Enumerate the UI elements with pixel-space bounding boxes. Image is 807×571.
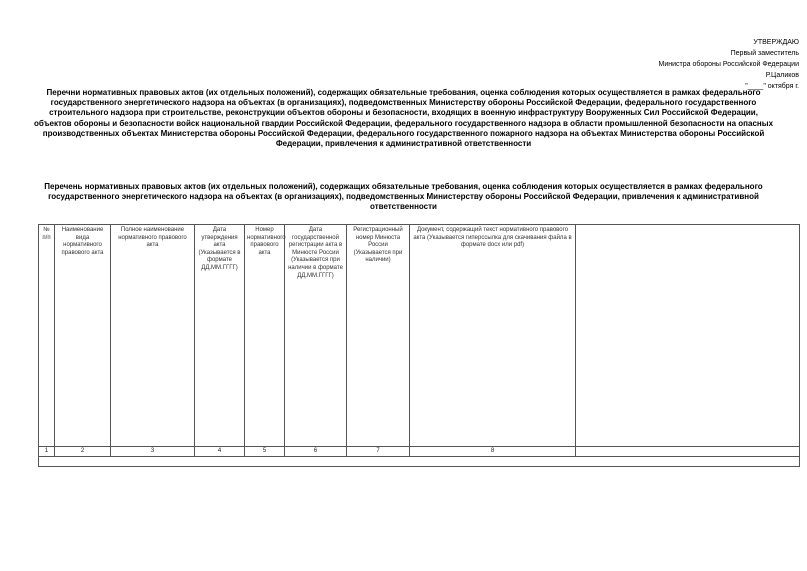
document-sub-title: Перечень нормативных правовых актов (их отдельных положений), содержащих обязательные требования, оценка соблюдения которых осуществляется в рамках федерального государственного энергетического надзора на объектах (в организациях), подведомственных Министерству обороны Российской Федерации, привлечения к административной ответственности: [44, 182, 763, 212]
approval-ministry: Министра обороны Российской Федерации: [658, 61, 799, 68]
header-act-type: Наименование вида нормативного правового акта: [61, 227, 104, 256]
header-act-full-name: Полное наименование нормативного правового акта: [118, 227, 187, 249]
column-number: 2: [80, 448, 85, 454]
column-number: 7: [376, 448, 380, 454]
approval-signatory: Р.Цаликов: [765, 72, 799, 79]
header-document-link: Документ, содержащий текст нормативного правового акта (Указывается гиперссылка для скачивания файла в формате docx или pdf): [413, 227, 572, 249]
approval-heading: УТВЕРЖДАЮ: [753, 39, 799, 46]
approval-date: "____" октября г.: [745, 83, 799, 90]
header-registration-date: Дата государственной регистрации акта в Минюсте России (Указывается при наличии в формате ДД.ММ.ГГГГ): [288, 227, 343, 279]
column-number: 6: [313, 448, 318, 454]
column-number: 5: [262, 448, 267, 454]
column-number: 4: [217, 448, 222, 454]
header-registration-number: Регистрационный номер Минюста России (Указывается при наличии): [353, 227, 403, 264]
approval-block: [539, 37, 799, 92]
header-row-number: № п/п: [42, 227, 51, 241]
requirements-table: [38, 224, 800, 467]
column-number: 1: [44, 448, 49, 454]
header-act-number: Номер нормативного правового акта: [247, 227, 286, 256]
table-row: [39, 457, 799, 466]
column-number: 3: [150, 448, 155, 454]
header-approval-date: Дата утверждения акта (Указывается в формате ДД.ММ.ГГГГ): [198, 227, 241, 271]
document-main-title: Перечни нормативных правовых актов (их отдельных положений), содержащих обязательные требования, оценка соблюдения которых осуществляется в рамках федерального государственного энергетического надзора на объектах (в организациях), подведомственных Министерству обороны Российской Федерации, федерального государственного строительного надзора при строительстве, реконструкции объектов обороны и безопасности, входящих в военную инфраструктуру Вооруженных Сил Российской Федерации, объектов обороны и безопасности войск национальной гвардии Российской Федерации, федерального государственного надзора в области промышленной безопасности на опасных производственных объектах Министерства обороны Российской Федерации, федерального государственного пожарного надзора на объектах Министерства обороны Российской Федерации, привлечения к административной ответственности: [33, 88, 774, 149]
approval-position: Первый заместитель: [730, 50, 799, 57]
column-number: 8: [490, 448, 495, 454]
